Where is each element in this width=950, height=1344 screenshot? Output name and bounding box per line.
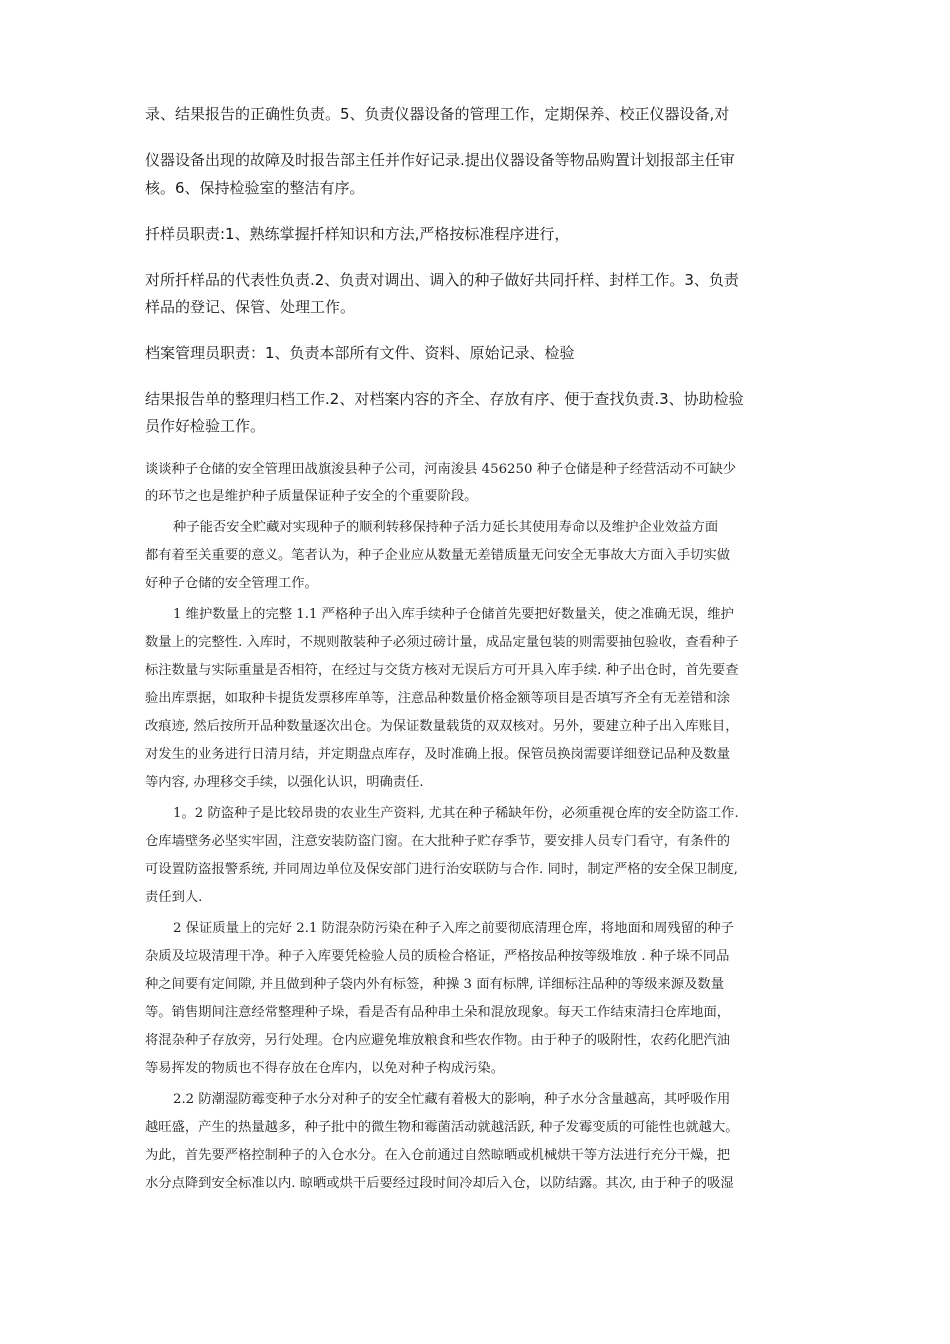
article-line: 对发生的业务进行日清月结，并定期盘点库存，及时准确上报。保管员换岗需要详细登记品种及数量 xyxy=(145,747,731,762)
article-line: 谈谈种子仓储的安全管理田战旗浚县种子公司，河南浚县 456250 种子仓储是种子经营活动不可缺少 xyxy=(145,462,737,477)
article-line: 好种子仓储的安全管理工作。 xyxy=(145,576,318,591)
paragraph-line: 核。6、保持检验室的整洁有序。 xyxy=(145,179,365,197)
article-line: 为此，首先要严格控制种子的入仓水分。在入仓前通过自然晾晒或机械烘干等方法进行充分干燥，把 xyxy=(145,1148,731,1163)
article-line: 杂质及垃圾清理干净。种子入库要凭检验人员的质检合格证，严格按品种按等级堆放 . 种子垛不同品 xyxy=(145,949,730,964)
article-line: 等。销售期间注意经常整理种子垛，看是否有品种串土朵和混放现象。每天工作结束清扫仓库地面， xyxy=(145,1005,731,1020)
article-line: 的环节之也是维护种子质量保证种子安全的个重要阶段。 xyxy=(145,489,478,504)
article-line: 标注数量与实际重量是否相符，在经过与交货方核对无误后方可开具入库手续. 种子出仓时，首先要查 xyxy=(145,663,739,678)
paragraph-line: 扦样员职责:1、熟练掌握扦样知识和方法,严格按标准程序进行， xyxy=(145,225,570,243)
article-line: 责任到人. xyxy=(145,890,203,905)
article-line: 等内容, 办理移交手续，以强化认识，明确责任. xyxy=(145,775,424,790)
paragraph-line: 仪器设备出现的故障及时报告部主任并作好记录.提出仪器设备等物品购置计划报部主任审 xyxy=(145,151,735,169)
article-line: 可设置防盗报警系统, 并同周边单位及保安部门进行治安联防与合作. 同时，制定严格的安全保卫制度, xyxy=(145,862,738,877)
article-line: 种子能否安全贮藏对实现种子的顺利转移保持种子活力延长其使用寿命以及维护企业效益方面 xyxy=(173,520,719,535)
paragraph-line: 录、结果报告的正确性负责。5、负责仪器设备的管理工作，定期保养、校正仪器设备,对 xyxy=(145,105,730,123)
paragraph-line: 结果报告单的整理归档工作.2、对档案内容的齐全、存放有序、便于查找负责.3、协助检验 xyxy=(145,390,744,408)
article-line: 等易挥发的物质也不得存放在仓库内，以免对种子构成污染。 xyxy=(145,1061,505,1076)
article-line: 数量上的完整性. 入库时，不规则散装种子必须过磅计量，成品定量包装的则需要抽包验收，查看种子 xyxy=(145,635,739,650)
article-line: 验出库票据，如取种卡提货发票移库单等，注意品种数量价格金额等项目是否填写齐全有无差错和涂 xyxy=(145,691,731,706)
article-line: 1 维护数量上的完整 1.1 严格种子出入库手续种子仓储首先要把好数量关，使之准确无误，维护 xyxy=(173,607,734,622)
article-line: 2 保证质量上的完好 2.1 防混杂防污染在种子入库之前要彻底清理仓库，将地面和周残留的种子 xyxy=(173,921,734,936)
article-line: 种之间要有定间隙, 并且做到种子袋内外有标签，种操 3 面有标牌, 详细标注品种的等级来源及数量 xyxy=(145,977,724,992)
article-line: 水分点降到安全标准以内. 晾晒或烘干后要经过段时间冷却后入仓，以防结露。其次, 由于种子的吸湿 xyxy=(145,1176,734,1191)
article-line: 改痕迹, 然后按所开品种数量逐次出仓。为保证数量载货的双双核对。另外，要建立种子出入库账目， xyxy=(145,719,739,734)
paragraph-line: 对所扦样品的代表性负责.2、负责对调出、调入的种子做好共同扦样、封样工作。3、负责 xyxy=(145,271,739,289)
paragraph-line: 档案管理员职责：1、负责本部所有文件、资料、原始记录、检验 xyxy=(145,344,575,362)
paragraph-line: 员作好检验工作。 xyxy=(145,417,266,435)
article-line: 2.2 防潮湿防霉变种子水分对种子的安全忙藏有着极大的影响，种子水分含量越高，其呼吸作用 xyxy=(173,1092,731,1107)
article-line: 仓库墙壁务必坚实牢固，注意安装防盗门窗。在大批种子贮存季节，要安排人员专门看守，有条件的 xyxy=(145,834,731,849)
article-line: 1。2 防盗种子是比较昂贵的农业生产资料, 尤其在种子稀缺年份，必须重视仓库的安全防盗工作. xyxy=(173,806,739,821)
article-line: 都有着至关重要的意义。笔者认为，种子企业应从数量无差错质量无问安全无事故大方面入手切实做 xyxy=(145,548,731,563)
paragraph-line: 样品的登记、保管、处理工作。 xyxy=(145,298,356,316)
article-line: 将混杂种子存放旁，另行处理。仓内应避免堆放粮食和些农作物。由于种子的吸附性，农药化肥汽油 xyxy=(145,1033,731,1048)
article-line: 越旺盛，产生的热量越多，种子批中的微生物和霉菌活动就越活跃, 种子发霉变质的可能性也就越大。 xyxy=(145,1120,739,1135)
